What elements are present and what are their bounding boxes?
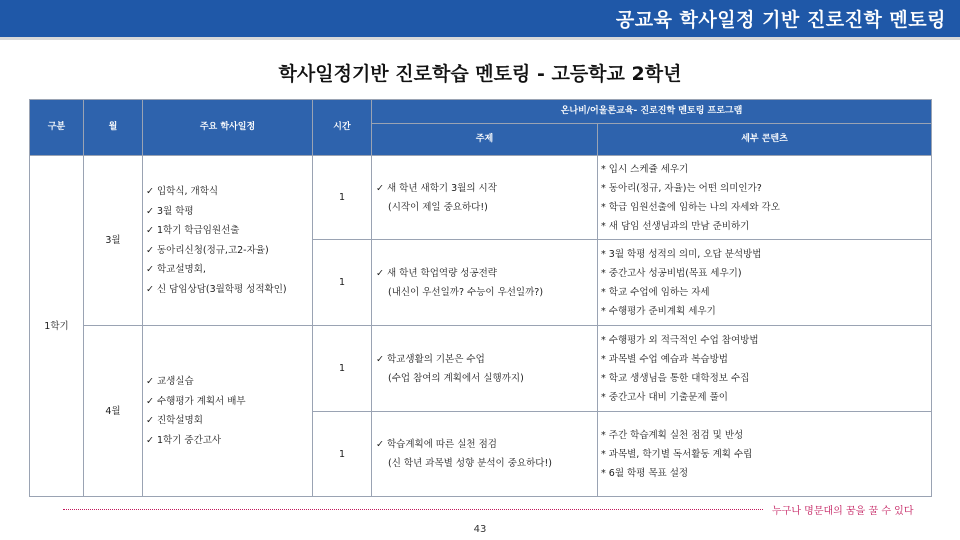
detail-item: * 중간고사 대비 기출문제 풀이: [601, 391, 728, 403]
theme-title: ✓ 학습계획에 따른 실천 점검: [376, 439, 497, 450]
detail-item: * 주간 학습계획 실천 점검 및 반성: [601, 429, 744, 441]
table-row: [30, 326, 932, 412]
month-cell: 3월: [84, 156, 143, 326]
detail-item: * 수행평가 준비계획 세우기: [601, 305, 716, 317]
detail-item: * 3월 학평 성적의 의미, 오답 분석방법: [601, 248, 762, 260]
detail-item: * 새 담임 선생님과의 만남 준비하기: [601, 220, 750, 232]
theme-subtitle: (시작이 제일 중요하다!): [388, 201, 488, 213]
schedule-item: ✓ 학교설명회,: [146, 264, 206, 275]
schedule-item: ✓ 교생실습: [146, 376, 194, 387]
theme-subtitle: (내신이 우선일까? 수능이 우선일까?): [388, 286, 544, 298]
theme-title: ✓ 학교생활의 기본은 수업: [376, 353, 485, 365]
detail-item: * 과목별 수업 예습과 복습방법: [601, 353, 728, 365]
header-division: 구분: [30, 100, 84, 156]
header-details: 세부 콘텐츠: [598, 124, 932, 156]
header-schedule: 주요 학사일정: [143, 100, 313, 156]
details-cell: [598, 326, 932, 412]
detail-item: * 중간고사 성공비법(목표 세우기): [601, 267, 742, 279]
mentoring-schedule-table: [29, 99, 932, 497]
detail-item: * 6월 학평 목표 설정: [601, 467, 689, 479]
footer-slogan: 누구나 명문대의 꿈을 꿀 수 있다: [772, 506, 914, 517]
month-cell: 4월: [84, 326, 143, 497]
hours-cell: 1: [313, 412, 372, 497]
detail-item: * 학급 임원선출에 임하는 나의 자세와 각오: [601, 201, 780, 213]
theme-cell: [372, 412, 598, 497]
details-cell: [598, 156, 932, 240]
theme-title: ✓ 새 학년 새학기 3월의 시작: [376, 182, 497, 194]
detail-item: * 학교 수업에 임하는 자세: [601, 286, 710, 298]
banner-accent-line: [0, 37, 960, 40]
hours-cell: 1: [313, 326, 372, 412]
schedule-item: ✓ 진학설명회: [146, 415, 203, 426]
detail-item: * 과목별, 학기별 독서활동 계획 수립: [601, 448, 753, 460]
schedule-item: ✓ 동아리신청(정규,고2-자율): [146, 244, 269, 256]
page-number: 43: [473, 524, 487, 535]
footer-divider: [63, 509, 763, 510]
schedule-item: ✓ 3월 학평: [146, 205, 194, 217]
schedule-item: ✓ 1학기 학급임원선출: [146, 225, 240, 236]
theme-cell: [372, 326, 598, 412]
schedule-item: ✓ 1학기 중간고사: [146, 434, 222, 446]
header-theme: 주제: [372, 124, 598, 156]
hours-cell: 1: [313, 156, 372, 240]
detail-item: * 학교 생생님을 통한 대학정보 수집: [601, 372, 750, 384]
header-hours: 시간: [313, 100, 372, 156]
theme-cell: [372, 240, 598, 326]
semester-cell: 1학기: [30, 156, 84, 497]
schedule-item: ✓ 신 담임상담(3월학평 성적확인): [146, 283, 287, 295]
banner-title: 공교육 학사일정 기반 진로진학 멘토링: [615, 9, 946, 31]
detail-item: * 수행평가 외 적극적인 수업 참여방법: [601, 334, 759, 346]
hours-cell: 1: [313, 240, 372, 326]
top-banner: [0, 0, 960, 37]
details-cell: [598, 240, 932, 326]
header-month: 월: [84, 100, 143, 156]
table-row: [30, 156, 932, 240]
page-title: 학사일정기반 진로학습 멘토링 - 고등학교 2학년: [278, 63, 682, 85]
schedule-cell: [143, 156, 313, 326]
details-cell: [598, 412, 932, 497]
theme-subtitle: (신 학년 과목별 성향 분석이 중요하다!): [388, 458, 552, 469]
theme-cell: [372, 156, 598, 240]
detail-item: * 동아리(정규, 자율)는 어떤 의미인가?: [601, 182, 762, 194]
header-program: 온나비/어울론교육- 진로진학 멘토링 프로그램: [372, 100, 932, 124]
schedule-item: ✓ 입학식, 개학식: [146, 186, 219, 197]
schedule-item: ✓ 수행평가 계획서 배부: [146, 395, 246, 407]
detail-item: * 입시 스케쥴 세우기: [601, 163, 689, 175]
theme-title: ✓ 새 학년 학업역량 성공전략: [376, 267, 497, 279]
theme-subtitle: (수업 참여의 계획에서 실행까지): [388, 372, 524, 384]
schedule-cell: [143, 326, 313, 497]
